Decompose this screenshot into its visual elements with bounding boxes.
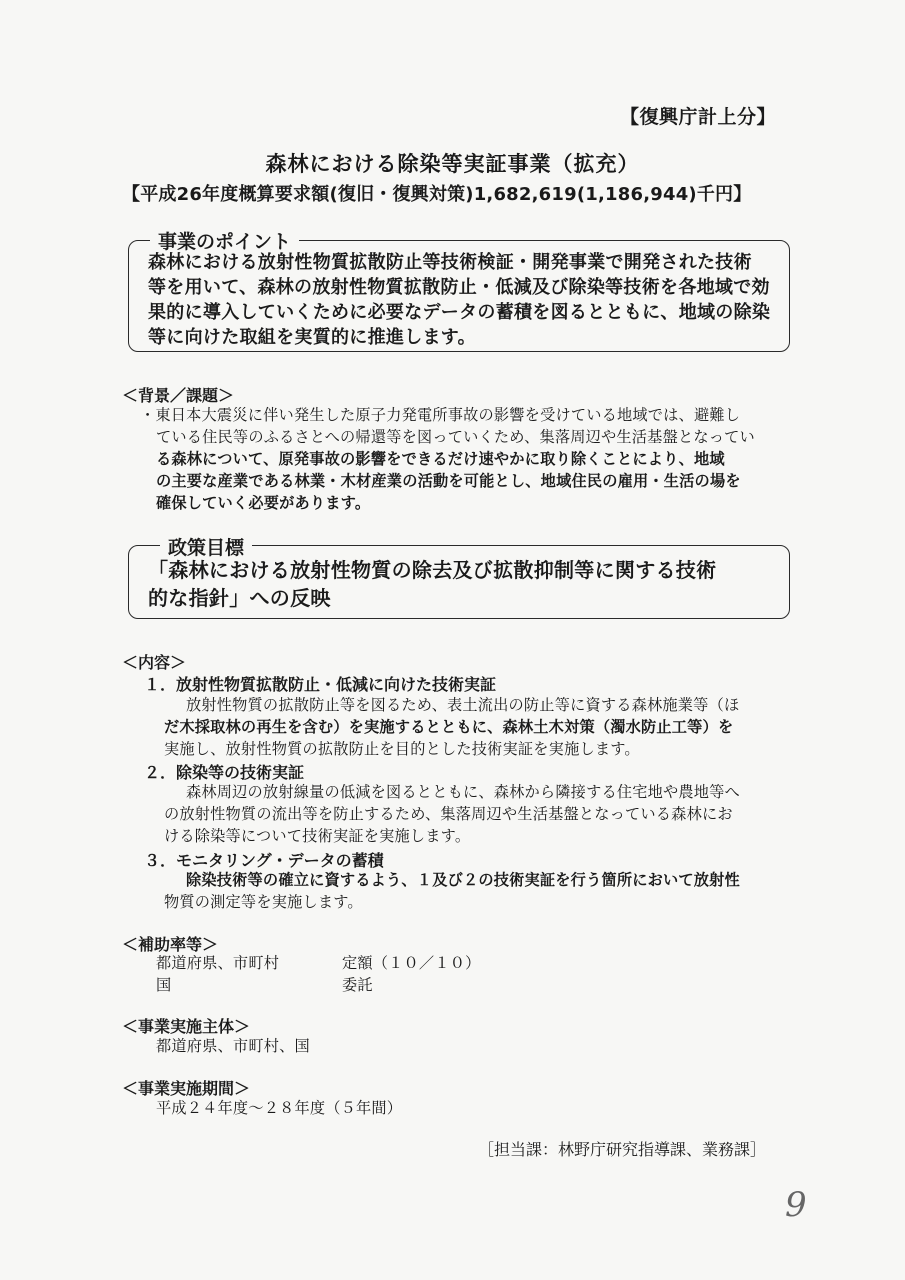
point-line: 森林における放射性物質拡散防止等技術検証・開発事業で開発された技術	[148, 252, 752, 273]
content-item-line: の放射性物質の流出等を防止するため、集落周辺や生活基盤となっている森林にお	[164, 805, 733, 823]
implementer-heading: ＜事業実施主体＞	[122, 1017, 251, 1036]
background-line: る森林について、原発事故の影響をできるだけ速やかに取り除くことにより、地域	[156, 450, 725, 468]
content-item-line: 森林周辺の放射線量の低減を図るとともに、森林から隣接する住宅地や農地等へ	[186, 783, 740, 801]
content-item-line: 物質の測定等を実施します。	[164, 893, 363, 911]
content-item-title: ２．除染等の技術実証	[144, 763, 305, 782]
goal-line: 的な指針」への反映	[148, 586, 331, 610]
subsidy-rate: 定額（１０／１０）	[342, 954, 481, 972]
budget-category-tag: 【復興庁計上分】	[620, 106, 777, 128]
point-box-label: 事業のポイント	[150, 227, 299, 254]
content-item-line: ける除染等について技術実証を実施します。	[164, 827, 471, 845]
content-heading: ＜内容＞	[122, 653, 187, 672]
background-line: 確保していく必要があります。	[156, 494, 371, 512]
content-item-line: 放射性物質の拡散防止等を図るため、表土流出の防止等に資する森林施業等（ほ	[186, 696, 740, 714]
point-line: 果的に導入していくために必要なデータの蓄積を図るとともに、地域の除染	[148, 302, 771, 323]
period-heading: ＜事業実施期間＞	[122, 1079, 251, 1098]
implementer-value: 都道府県、市町村、国	[156, 1037, 310, 1055]
content-item-title: １．放射性物質拡散防止・低減に向けた技術実証	[144, 675, 497, 694]
subsidy-rate: 委託	[342, 976, 373, 994]
subsidy-entity: 都道府県、市町村	[156, 954, 280, 972]
content-item-title: ３．モニタリング・データの蓄積	[144, 851, 384, 870]
period-value: 平成２４年度～２８年度（５年間）	[156, 1099, 403, 1117]
point-line: 等に向けた取組を実質的に推進します。	[148, 327, 476, 348]
goal-box-label: 政策目標	[160, 533, 252, 560]
responsible-department: ［担当課：林野庁研究指導課、業務課］	[478, 1140, 767, 1159]
budget-request-line: 【平成26年度概算要求額(復旧・復興対策)1,682,619(1,186,944)千円】	[122, 184, 752, 205]
background-line: ・東日本大震災に伴い発生した原子力発電所事故の影響を受けている地域では、避難し	[140, 406, 741, 424]
background-line: ている住民等のふるさとへの帰還等を図っていくため、集落周辺や生活基盤となってい	[156, 428, 755, 446]
content-item-line: だ木採取林の再生を含む）を実施するとともに、森林土木対策（濁水防止工等）を	[164, 718, 734, 736]
subsidy-heading: ＜補助率等＞	[122, 935, 219, 954]
background-line: の主要な産業である林業・木材産業の活動を可能とし、地域住民の雇用・生活の場を	[156, 472, 741, 490]
goal-line: 「森林における放射性物質の除去及び拡散抑制等に関する技術	[148, 558, 717, 582]
background-heading: ＜背景／課題＞	[122, 386, 235, 405]
content-item-line: 実施し、放射性物質の拡散防止を目的とした技術実証を実施します。	[164, 740, 640, 758]
content-item-line: 除染技術等の確立に資するよう、１及び２の技術実証を行う箇所において放射性	[186, 871, 740, 889]
page-number: 9	[785, 1185, 807, 1225]
page-title: 森林における除染等実証事業（拡充）	[265, 152, 640, 176]
point-line: 等を用いて、森林の放射性物質拡散防止・低減及び除染等技術を各地域で効	[148, 277, 770, 298]
subsidy-entity: 国	[156, 976, 172, 994]
